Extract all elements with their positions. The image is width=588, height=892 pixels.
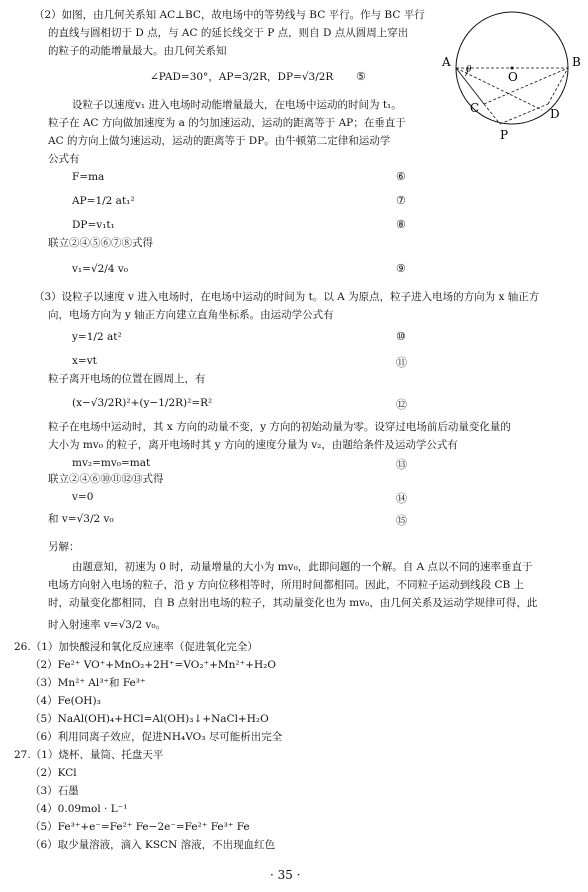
p3-line9: 电场方向射入电场的粒子，沿 y 方向位移相等时，所用时间都相同。因此，不同粒子运动到线段 CB 上 (48, 579, 525, 591)
eq-number-13: ⑬ (396, 458, 407, 471)
eq-number-8: ⑧ (396, 218, 406, 231)
eq13: mv₂=mv₀=mat (72, 457, 151, 469)
eq-number-15: ⑮ (396, 514, 407, 527)
label-C: C (470, 101, 480, 115)
p2-line3: 的粒子的动能增量最大。由几何关系知 (48, 45, 227, 57)
p2-line4: 设粒子以速度v₁ 进入电场时动能增量最大，在电场中运动的时间为 t₁。 (72, 99, 402, 111)
eq5: ∠PAD=30°，AP=3/2R，DP=√3/2R (150, 71, 334, 83)
page-number: · 35 · (270, 868, 301, 882)
q26-answer-2: （2）Fe²⁺ VO⁺+MnO₂+2H⁺=VO₂⁺+Mn²⁺+H₂O (30, 659, 276, 671)
eq-number-12: ⑫ (396, 398, 407, 411)
q26-answer-6: （6）利用同离子效应，促进NH₄VO₃ 尽可能析出完全 (30, 731, 283, 743)
p3-line6: 联立②④⑥⑩⑪⑫⑬式得 (48, 473, 164, 485)
q27-title: 27.（1）烧杯、量筒、托盘天平 (14, 749, 164, 761)
eq-number-10: ⑩ (396, 330, 406, 343)
q27-answer-2: （2）KCl (30, 767, 77, 779)
q26-title: 26.（1）加快酸浸和氧化反应速率（促进氧化完全） (14, 641, 258, 653)
figure-tangent-PD (500, 104, 548, 124)
p2-line5: 粒子在 AC 方向做加速度为 a 的匀加速运动，运动的距离等于 AP；在垂直于 (48, 117, 406, 129)
eq14: v=0 (72, 491, 94, 503)
label-A: A (442, 55, 451, 69)
alt-solution-label: 另解： (48, 541, 80, 553)
p3-line2: 向，电场方向为 y 轴正方向建立直角坐标系。由运动学公式有 (48, 309, 334, 321)
eq7: AP=1/2 at₁² (72, 195, 135, 207)
eq6: F=ma (72, 171, 105, 183)
eq9: v₁=√2/4 v₀ (72, 263, 129, 275)
p3-line1: （3）设粒子以速度 v 进入电场时，在电场中运动的时间为 t。以 A 为原点，粒子进入电场的方向为 x 轴正方 (34, 291, 540, 303)
figure-line-CP (484, 104, 500, 124)
eq11: x=vt (72, 355, 97, 367)
q26-answer-4: （4）Fe(OH)₃ (30, 695, 101, 707)
p3-line11: 时入射速率 v=√3/2 v₀。 (48, 619, 167, 631)
p3-line3: 粒子离开电场的位置在圆周上，有 (48, 373, 206, 385)
q27-answer-5: （5）Fe³⁺+e⁻=Fe²⁺ Fe−2e⁻=Fe²⁺ Fe³⁺ Fe (30, 821, 250, 833)
label-theta: θ (466, 65, 472, 75)
eq10: y=1/2 at² (72, 331, 122, 343)
p2-line7: 公式有 (48, 153, 80, 165)
p2-line6: AC 的方向上做匀速运动，运动的距离等于 DP。由牛顿第二定律和运动学 (48, 135, 391, 147)
p3-line4: 粒子在电场中运动时，其 x 方向的动量不变，y 方向的初始动量为零。设穿过电场前后动量变化量的 (48, 421, 511, 433)
label-D: D (550, 107, 560, 121)
q26-answer-5: （5）NaAl(OH)₄+HCl=Al(OH)₃↓+NaCl+H₂O (30, 713, 269, 725)
eq-number-5: ⑤ (356, 70, 366, 83)
p3-line5: 大小为 mv₀ 的粒子，离开电场时其 y 方向的速度分量为 v₂，由题给条件及运动学公式有 (48, 439, 458, 451)
p3-line8: 由题意知，初速为 0 时，动量增量的大小为 mv₀，此即问题的一个解。自 A 点以不同的速率垂直于 (72, 561, 533, 573)
eq8: DP=v₁t₁ (72, 219, 115, 231)
eq-number-11: ⑪ (396, 356, 407, 369)
label-O: O (508, 70, 518, 84)
q27-answer-4: （4）0.09mol · L⁻¹ (30, 803, 128, 815)
eq-number-14: ⑭ (396, 492, 407, 505)
eq12: (x−√3/2R)²+(y−1/2R)²=R² (72, 397, 213, 409)
p2-line8: 联立②④⑤⑥⑦⑧式得 (48, 237, 153, 249)
p2-line1: （2）如图，由几何关系知 AC⊥BC，故电场中的等势线与 BC 平行。作与 BC 平行 (34, 9, 425, 21)
p2-line2: 的直线与圆相切于 D 点，与 AC 的延长线交于 P 点，则自 D 点从圆周上穿出 (48, 27, 409, 39)
figure-line-CB (484, 68, 568, 104)
label-P: P (500, 128, 509, 142)
q26-answer-3: （3）Mn²⁺ Al³⁺和 Fe³⁺ (30, 677, 146, 689)
eq15: 和 v=√3/2 v₀ (48, 513, 114, 525)
eq-number-7: ⑦ (396, 194, 406, 207)
q27-answer-6: （6）取少量溶液，滴入 KSCN 溶液，不出现血红色 (30, 839, 276, 851)
circle-geometry-figure (438, 6, 586, 144)
eq-number-9: ⑨ (396, 262, 406, 275)
label-B: B (572, 55, 581, 69)
eq-number-6: ⑥ (396, 170, 406, 183)
p3-line10: 时，动量变化都相同，自 B 点射出电场的粒子，其动量变化也为 mv₀，由几何关系及运动学规律可得，此 (48, 597, 538, 609)
q27-answer-3: （3）石墨 (30, 785, 79, 797)
